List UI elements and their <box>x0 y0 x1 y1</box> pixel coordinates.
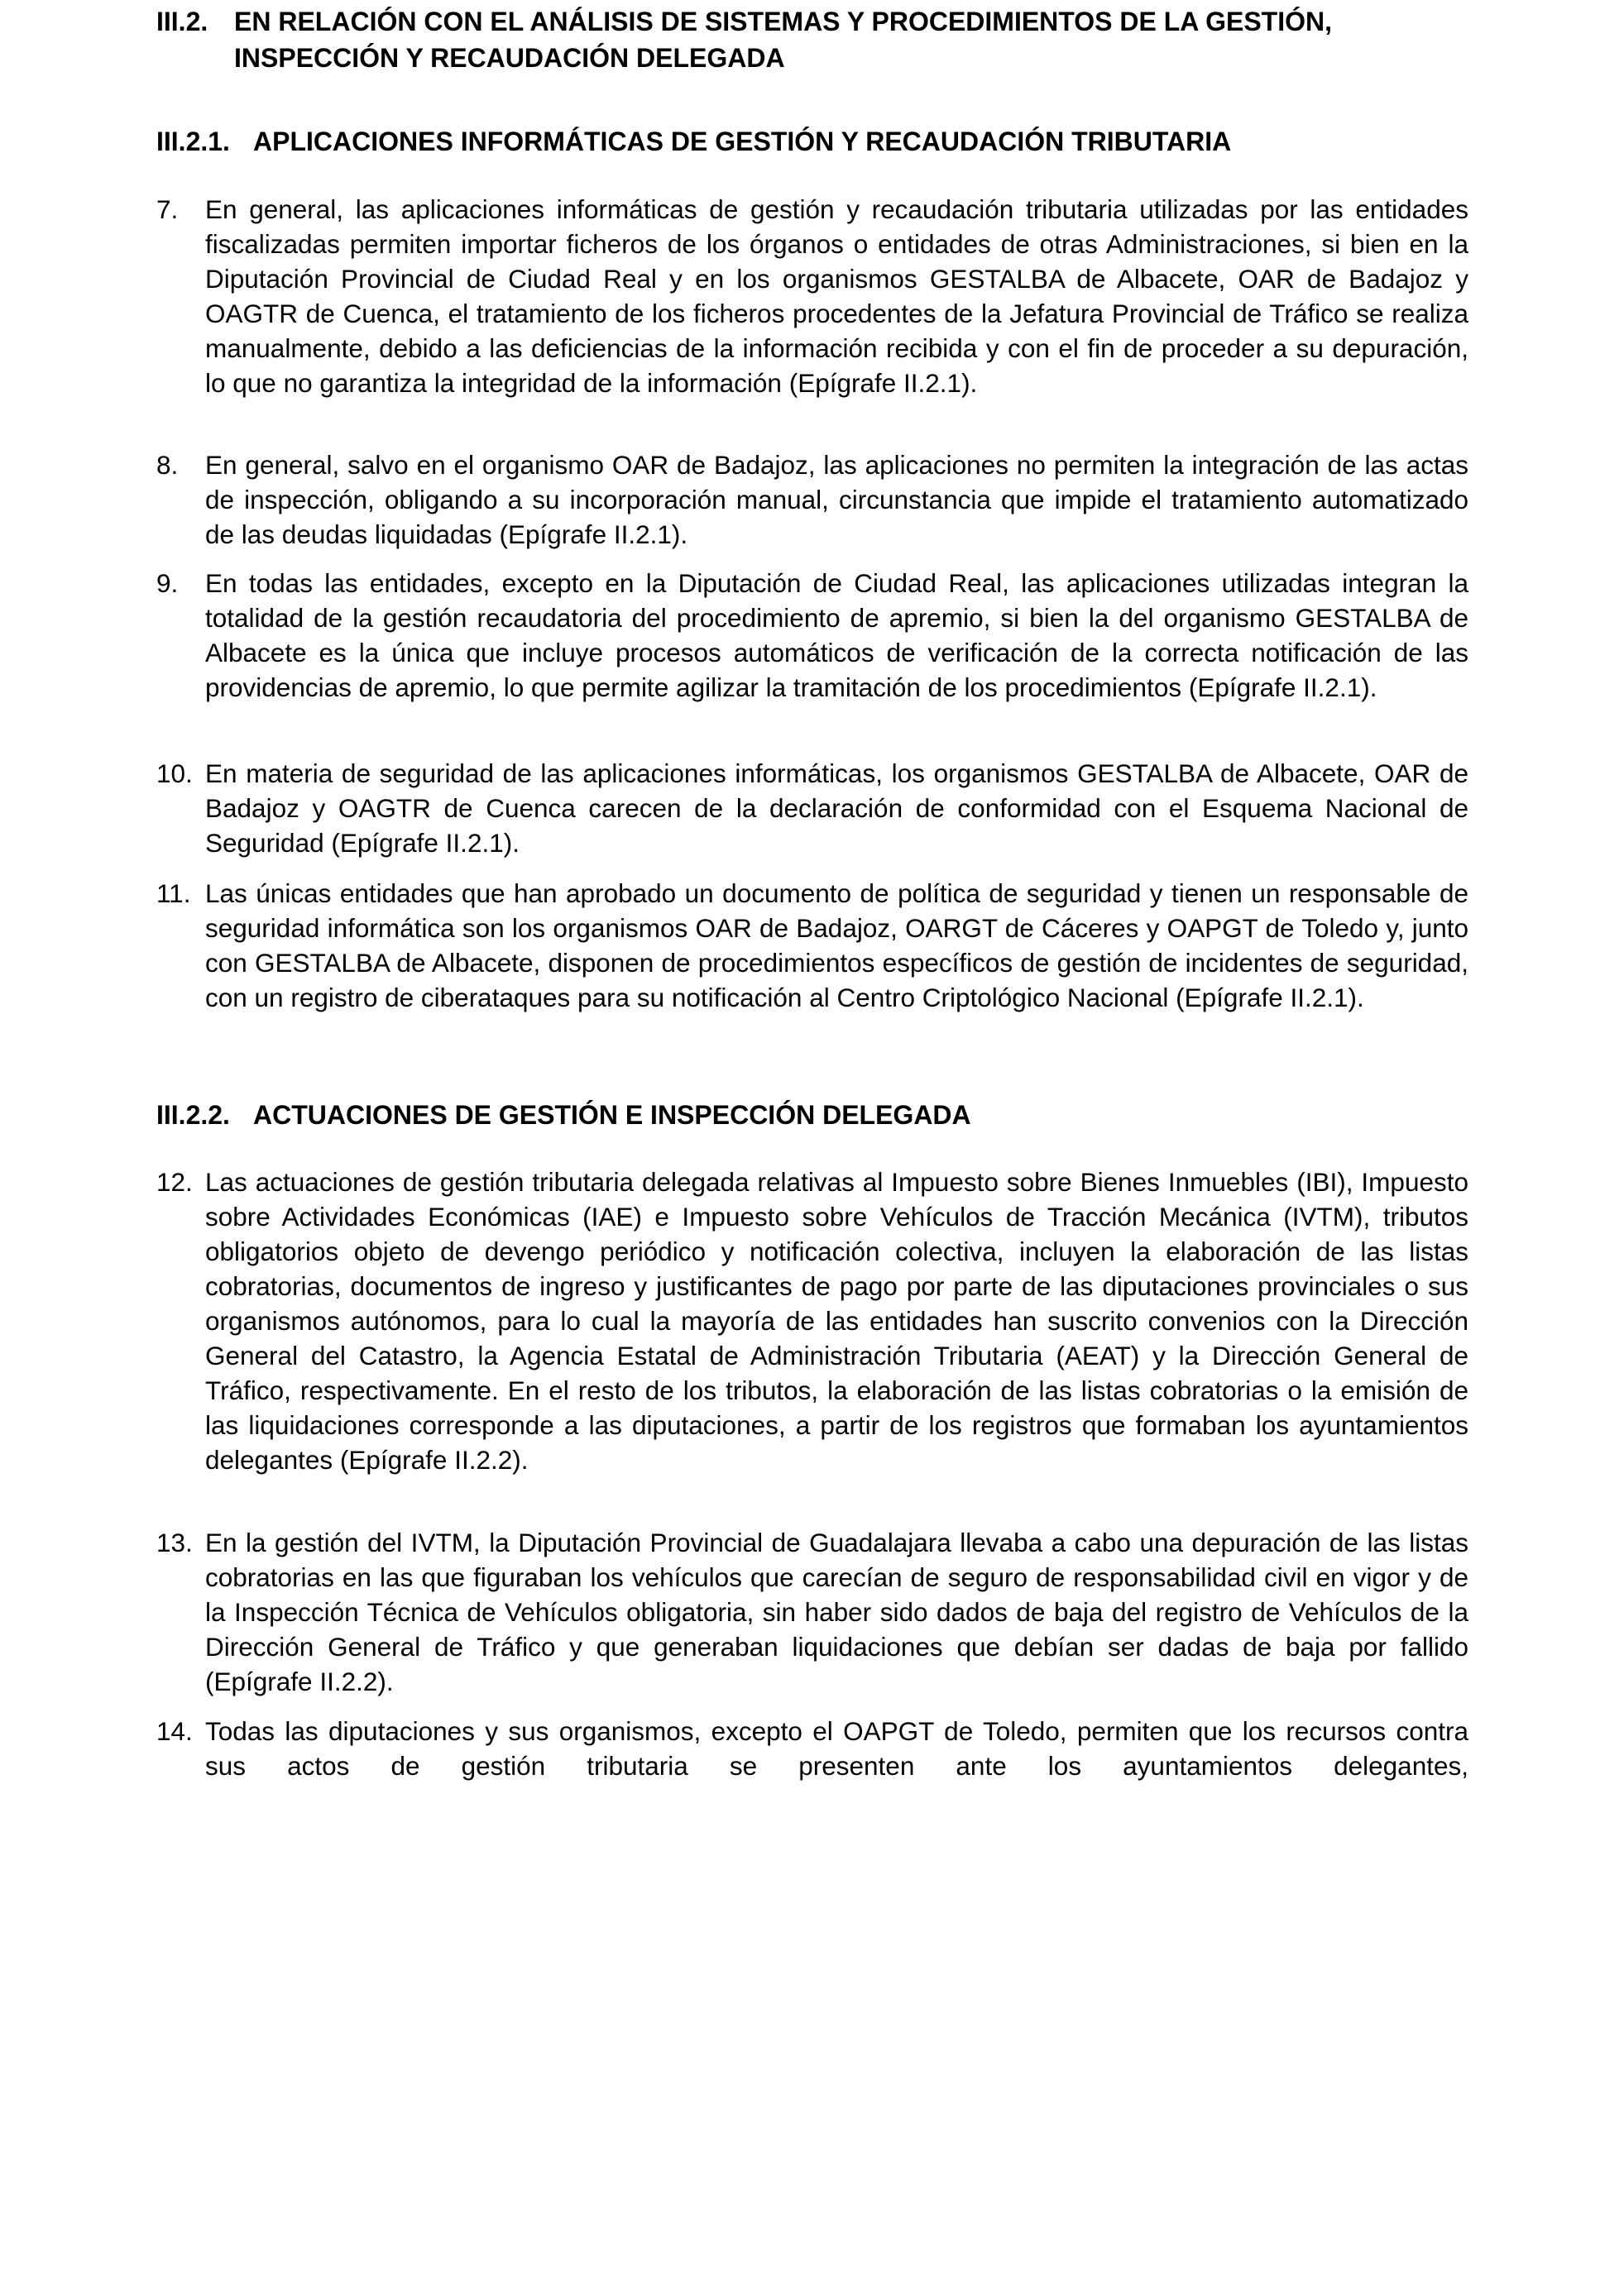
paragraph-text: En general, las aplicaciones informáticas de gestión y recaudación tributaria utilizadas por las entidades fiscalizadas permiten importar ficheros de los órganos o entidades de otras Administraciones, si bien en la Diputación Provincial de Ciudad Real y en los organismos GESTALBA de Albacete, OAR de Badajoz y OAGTR de Cuenca, el tratamiento de los ficheros procedentes de la Jefatura Provincial de Tráfico se realiza manualmente, debido a las deficiencias de la información recibida y con el fin de proceder a su depuración, lo que no garantiza la integridad de la información (Epígrafe II.2.1). <box>205 194 1468 398</box>
paragraph-number: 12. <box>156 1167 193 1197</box>
section-heading-iii-2-2 <box>156 1097 1468 1133</box>
paragraph-text: En todas las entidades, excepto en la Diputación de Ciudad Real, las aplicaciones utilizadas integran la totalidad de la gestión recaudatoria del procedimiento de apremio, si bien la del organismo GESTALBA de Albacete es la única que incluye procesos automáticos de verificación de la correcta notificación de las providencias de apremio, lo que permite agilizar la tramitación de los procedimientos (Epígrafe II.2.1). <box>205 568 1468 702</box>
section-title: APLICACIONES INFORMÁTICAS DE GESTIÓN Y RECAUDACIÓN TRIBUTARIA <box>253 127 1232 156</box>
paragraph-12 <box>156 1165 1468 1477</box>
paragraph-text: En general, salvo en el organismo OAR de Badajoz, las aplicaciones no permiten la integración de las actas de inspección, obligando a su incorporación manual, circunstancia que impide el tratamiento automatizado de las deudas liquidadas (Epígrafe II.2.1). <box>205 450 1468 549</box>
paragraph-number: 14. <box>156 1716 193 1746</box>
section-title: EN RELACIÓN CON EL ANÁLISIS DE SISTEMAS Y PROCEDIMIENTOS DE LA GESTIÓN, INSPECCIÓN Y RECAUDACIÓN DELEGADA <box>234 7 1332 73</box>
section-title: ACTUACIONES DE GESTIÓN E INSPECCIÓN DELEGADA <box>253 1100 971 1130</box>
section-heading-iii-2-1 <box>156 123 1468 160</box>
paragraph-number: 11. <box>156 878 191 908</box>
paragraph-text: En materia de seguridad de las aplicaciones informáticas, los organismos GESTALBA de Albacete, OAR de Badajoz y OAGTR de Cuenca carecen de la declaración de conformidad con el Esquema Nacional de Seguridad (Epígrafe II.2.1). <box>205 758 1468 858</box>
paragraph-text: Las únicas entidades que han aprobado un documento de política de seguridad y tienen un responsable de seguridad informática son los organismos OAR de Badajoz, OARGT de Cáceres y OAPGT de Toledo y, junto con GESTALBA de Albacete, disponen de procedimientos específicos de gestión de incidentes de seguridad, con un registro de ciberataques para su notificación al Centro Criptológico Nacional (Epígrafe II.2.1). <box>205 878 1468 1012</box>
section-number: III.2.1. <box>156 127 230 156</box>
paragraph-number: 13. <box>156 1528 193 1557</box>
section-heading-iii-2 <box>156 3 1468 76</box>
paragraph-number: 7. <box>156 194 179 224</box>
paragraph-14 <box>156 1714 1468 1783</box>
section-number: III.2.2. <box>156 1100 230 1130</box>
paragraph-number: 10. <box>156 758 193 788</box>
paragraph-text: Todas las diputaciones y sus organismos, excepto el OAPGT de Toledo, permiten que los recursos contra sus actos de gestión tributaria se presenten ante los ayuntamientos delegantes, <box>205 1716 1468 1781</box>
paragraph-8 <box>156 447 1468 552</box>
paragraph-7 <box>156 192 1468 400</box>
paragraph-text: Las actuaciones de gestión tributaria delegada relativas al Impuesto sobre Bienes Inmuebles (IBI), Impuesto sobre Actividades Económicas (IAE) e Impuesto sobre Vehículos de Tracción Mecánica (IVTM), tributos obligatorios objeto de devengo periódico y notificación colectiva, incluyen la elaboración de las listas cobratorias, documentos de ingreso y justificantes de pago por parte de las diputaciones provinciales o sus organismos autónomos, para lo cual la mayoría de las entidades han suscrito convenios con la Dirección General del Catastro, la Agencia Estatal de Administración Tributaria (AEAT) y la Dirección General de Tráfico, respectivamente. En el resto de los tributos, la elaboración de las listas cobratorias o la emisión de las liquidaciones corresponde a las diputaciones, a partir de los registros que formaban los ayuntamientos delegantes (Epígrafe II.2.2). <box>205 1167 1468 1475</box>
paragraph-number: 9. <box>156 568 179 598</box>
paragraph-number: 8. <box>156 450 179 480</box>
paragraph-text: En la gestión del IVTM, la Diputación Provincial de Guadalajara llevaba a cabo una depuración de las listas cobratorias en las que figuraban los vehículos que carecían de seguro de responsabilidad civil en vigor y de la Inspección Técnica de Vehículos obligatoria, sin haber sido dados de baja del registro de Vehículos de la Dirección General de Tráfico y que generaban liquidaciones que debían ser dadas de baja por fallido (Epígrafe II.2.2). <box>205 1528 1468 1696</box>
paragraph-10 <box>156 756 1468 860</box>
section-number: III.2. <box>156 7 208 36</box>
paragraph-13 <box>156 1525 1468 1699</box>
paragraph-9 <box>156 566 1468 705</box>
paragraph-11 <box>156 876 1468 1015</box>
